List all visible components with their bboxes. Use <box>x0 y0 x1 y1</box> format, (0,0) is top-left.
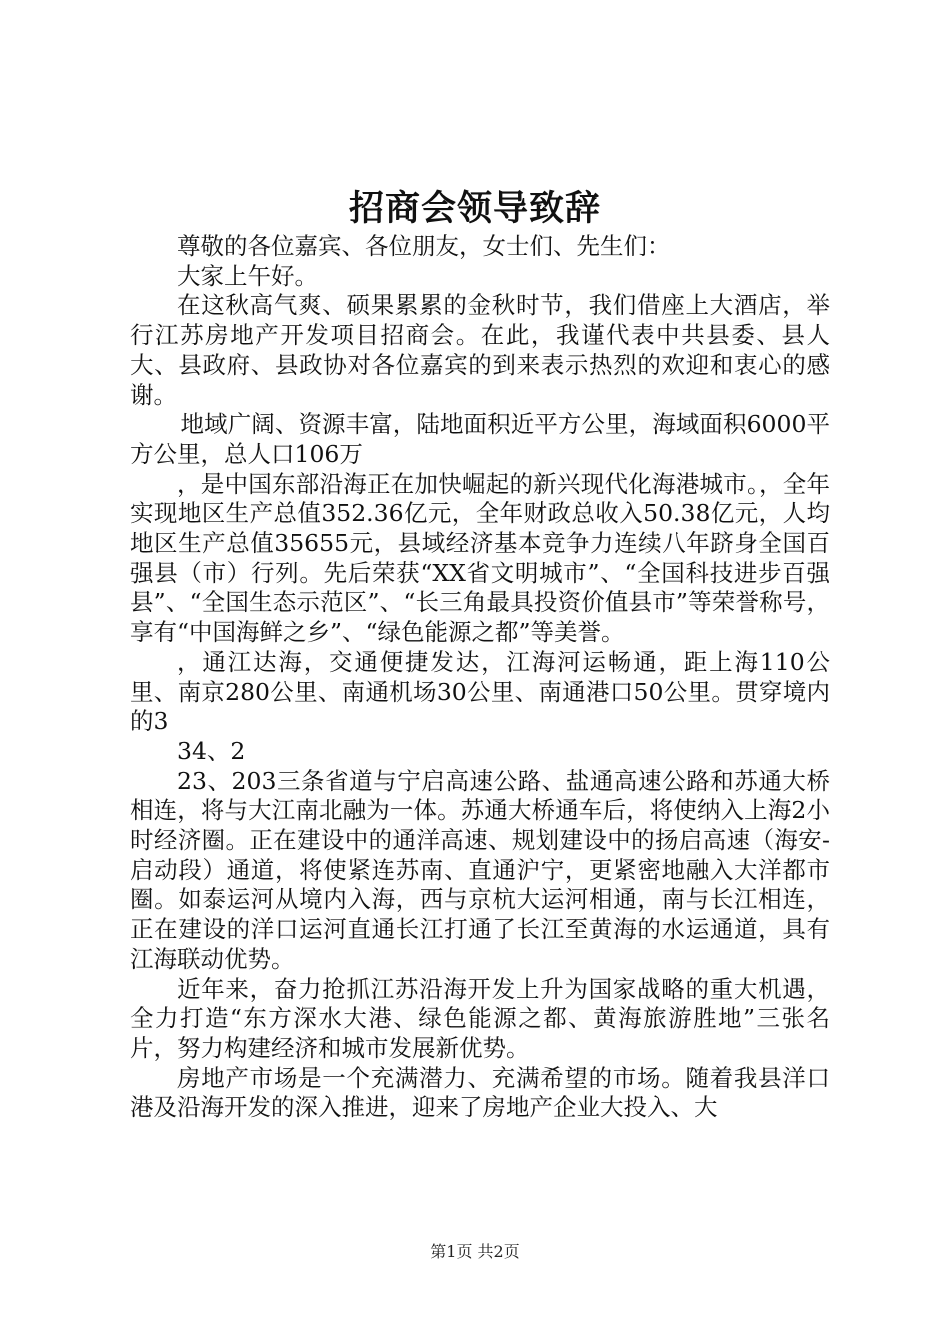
geography-paragraph: 地域广阔、资源丰富，陆地面积近平方公里，海域面积6000平方公里，总人口106万 <box>130 410 830 468</box>
document-body <box>130 232 830 1123</box>
welcome-paragraph: 在这秋高气爽、硕果累累的金秋时节，我们借座上大酒店，举行江苏房地产开发项目招商会。在此，我谨代表中共县委、县人大、县政府、县政协对各位嘉宾的到来表示热烈的欢迎和衷心的感谢。 <box>130 291 830 409</box>
development-paragraph: 近年来，奋力抢抓江苏沿海开发上升为国家战略的重大机遇，全力打造“东方深水大港、绿色能源之都、黄海旅游胜地”三张名片，努力构建经济和城市发展新优势。 <box>130 974 830 1062</box>
road-number-paragraph: 34、2 <box>177 736 246 765</box>
salutation-paragraph: 尊敬的各位嘉宾、各位朋友，女士们、先生们： <box>177 232 671 260</box>
document-title: 招商会领导致辞 <box>348 188 601 229</box>
real-estate-paragraph: 房地产市场是一个充满潜力、充满希望的市场。随着我县洋口港及沿海开发的深入推进，迎来了房地产企业大投入、大 <box>130 1063 830 1122</box>
economy-paragraph: ，是中国东部沿海正在加快崛起的新兴现代化海港城市。，全年实现地区生产总值352.36亿元，全年财政总收入50.38亿元，人均地区生产总值35655元，县域经济基本竞争力连续八年跻身全国百强县（市）行列。先后荣获“XX省文明城市”、“全国科技进步百强县”、“全国生态示范区”、“长三角最具投资价值县市”等荣誉称号，享有“中国海鲜之乡”、“绿色能源之都”等美誉。 <box>130 469 830 647</box>
greeting-paragraph: 大家上午好。 <box>177 261 318 290</box>
highway-paragraph: 23、203三条省道与宁启高速公路、盐通高速公路和苏通大桥相连，将与大江南北融为一体。苏通大桥通车后，将使纳入上海2小时经济圈。正在建设中的通洋高速、规划建设中的扬启高速（海安-启动段）通道，将使紧连苏南、直通沪宁，更紧密地融入大洋都市圈。如泰运河从境内入海，西与京杭大运河相通，南与长江相连，正在建设的洋口运河直通长江打通了长江至黄海的水运通道，具有江海联动优势。 <box>130 766 830 973</box>
page-footer: 第1页 共2页 <box>430 1242 520 1261</box>
transport-paragraph: ，通江达海，交通便捷发达，江海河运畅通，距上海110公里、南京280公里、南通机场30公里、南通港口50公里。贯穿境内的3 <box>130 647 830 736</box>
